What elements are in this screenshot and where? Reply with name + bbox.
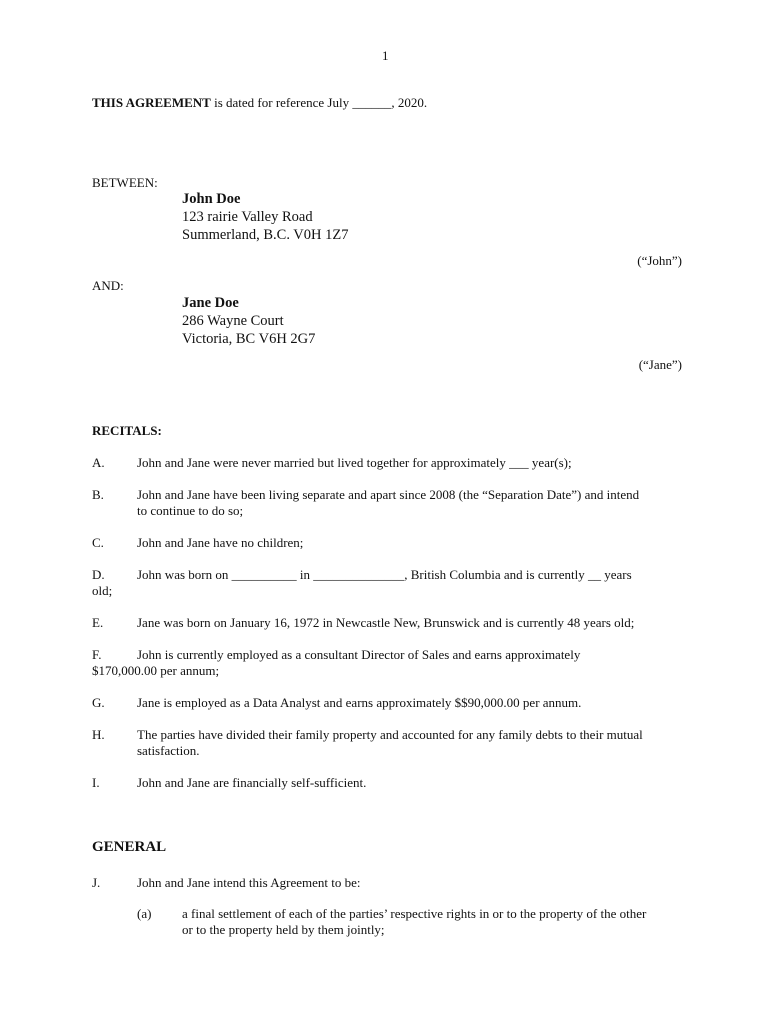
party2-address-line2: Victoria, BC V6H 2G7 <box>182 331 316 347</box>
recital-g-letter: G. <box>92 695 105 710</box>
recital-c-text: John and Jane have no children; <box>137 535 304 550</box>
party2-address-line1: 286 Wayne Court <box>182 313 284 329</box>
recital-i-letter: I. <box>92 775 100 790</box>
recital-d-text-line2: old; <box>92 583 113 598</box>
recital-f-text-line1: John is currently employed as a consultant Director of Sales and earns approximately <box>137 647 581 662</box>
recital-d-text-line1: John was born on __________ in ______________, British Columbia and is currently __ years <box>137 567 632 582</box>
recital-h-text-line2: satisfaction. <box>137 743 200 758</box>
recital-f-letter: F. <box>92 647 102 662</box>
general-j-a-text-line1: a final settlement of each of the parties’ respective rights in or to the property of the other <box>182 906 647 921</box>
general-heading: GENERAL <box>92 839 167 855</box>
intro-bold: THIS AGREEMENT <box>92 95 211 110</box>
party2-alias: (“Jane”) <box>638 357 682 372</box>
recital-h-letter: H. <box>92 727 105 742</box>
general-j-a-text-line2: or to the property held by them jointly; <box>182 922 385 937</box>
recital-h-text-line1: The parties have divided their family property and accounted for any family debts to their mutual <box>137 727 643 742</box>
recital-a-text: John and Jane were never married but lived together for approximately ___ year(s); <box>137 455 572 470</box>
recital-b-text-line1: John and Jane have been living separate and apart since 2008 (the “Separation Date”) and intend <box>137 487 640 502</box>
recitals-heading: RECITALS: <box>92 423 162 438</box>
general-j-text: John and Jane intend this Agreement to be: <box>137 875 361 890</box>
recital-d-letter: D. <box>92 567 105 582</box>
recital-e-letter: E. <box>92 615 104 630</box>
recital-g-text: Jane is employed as a Data Analyst and earns approximately $$90,000.00 per annum. <box>137 695 582 710</box>
party1-address-line2: Summerland, B.C. V0H 1Z7 <box>182 227 349 243</box>
party1-alias: (“John”) <box>637 253 682 268</box>
and-label: AND: <box>92 278 124 293</box>
recital-b-text-line2: to continue to do so; <box>137 503 244 518</box>
general-j-letter: J. <box>92 875 101 890</box>
recital-f-text-line2: $170,000.00 per annum; <box>92 663 220 678</box>
party1-address-line1: 123 rairie Valley Road <box>182 209 313 225</box>
intro-text: is dated for reference July ______, 2020. <box>210 95 428 110</box>
general-j-a-label: (a) <box>137 906 152 921</box>
recital-e-text: Jane was born on January 16, 1972 in Newcastle New, Brunswick and is currently 48 years old; <box>137 615 635 630</box>
between-label: BETWEEN: <box>92 175 158 190</box>
party2-name: Jane Doe <box>182 295 239 311</box>
recital-i-text: John and Jane are financially self-sufficient. <box>137 775 367 790</box>
party1-name: John Doe <box>182 191 241 207</box>
recital-b-letter: B. <box>92 487 104 502</box>
recital-c-letter: C. <box>92 535 104 550</box>
agreement-intro <box>92 95 427 111</box>
page-number: 1 <box>382 48 389 63</box>
recital-a-letter: A. <box>92 455 105 470</box>
